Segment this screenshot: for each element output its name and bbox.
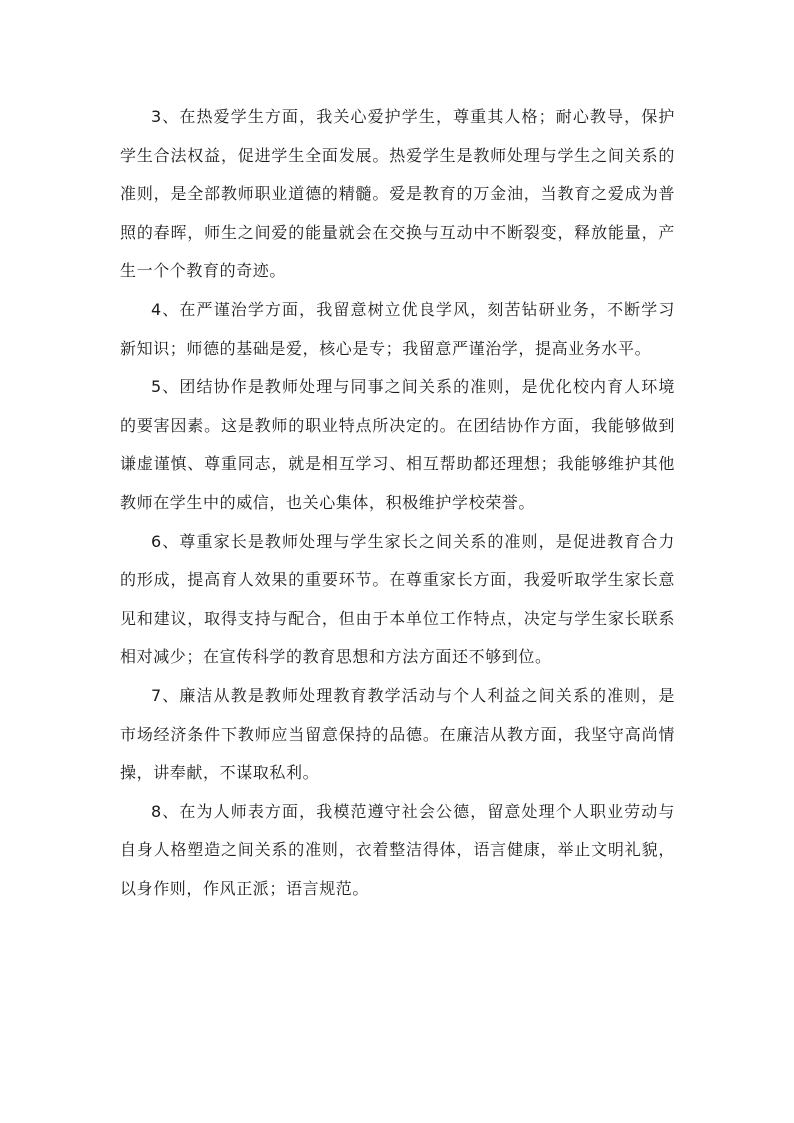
paragraph-5: 5、团结协作是教师处理与同事之间关系的准则，是优化校内育人环境的要害因素。这是教师的职业特点所决定的。在团结协作方面，我能够做到谦虚谨慎、尊重同志，就是相互学习、相互帮助都还理想；我能够维护其他教师在学生中的威信，也关心集体，积极维护学校荣誉。	[120, 377, 675, 512]
paragraph-7: 7、廉洁从教是教师处理教育教学活动与个人利益之间关系的准则，是市场经济条件下教师应当留意保持的品德。在廉洁从教方面，我坚守高尚情操，讲奉献，不谋取私利。	[120, 685, 675, 783]
document-body	[120, 98, 675, 908]
paragraph-4: 4、在严谨治学方面，我留意树立优良学风，刻苦钻研业务，不断学习新知识；师德的基础是爱，核心是专；我留意严谨治学，提高业务水平。	[120, 299, 675, 358]
paragraph-8: 8、在为人师表方面，我模范遵守社会公德，留意处理个人职业劳动与自身人格塑造之间关系的准则，衣着整洁得体，语言健康，举止文明礼貌，以身作则，作风正派；语言规范。	[120, 801, 675, 898]
paragraph-3: 3、在热爱学生方面，我关心爱护学生，尊重其人格；耐心教导，保护学生合法权益，促进学生全面发展。热爱学生是教师处理与学生之间关系的准则，是全部教师职业道德的精髓。爱是教育的万金油，当教育之爱成为普照的春晖，师生之间爱的能量就会在交换与互动中不断裂变，释放能量，产生一个个教育的奇迹。	[120, 107, 675, 281]
paragraph-6: 6、尊重家长是教师处理与学生家长之间关系的准则，是促进教育合力的形成，提高育人效果的重要环节。在尊重家长方面，我爱听取学生家长意见和建议，取得支持与配合，但由于本单位工作特点，决定与学生家长联系相对减少；在宣传科学的教育思想和方法方面还不够到位。	[120, 531, 675, 667]
